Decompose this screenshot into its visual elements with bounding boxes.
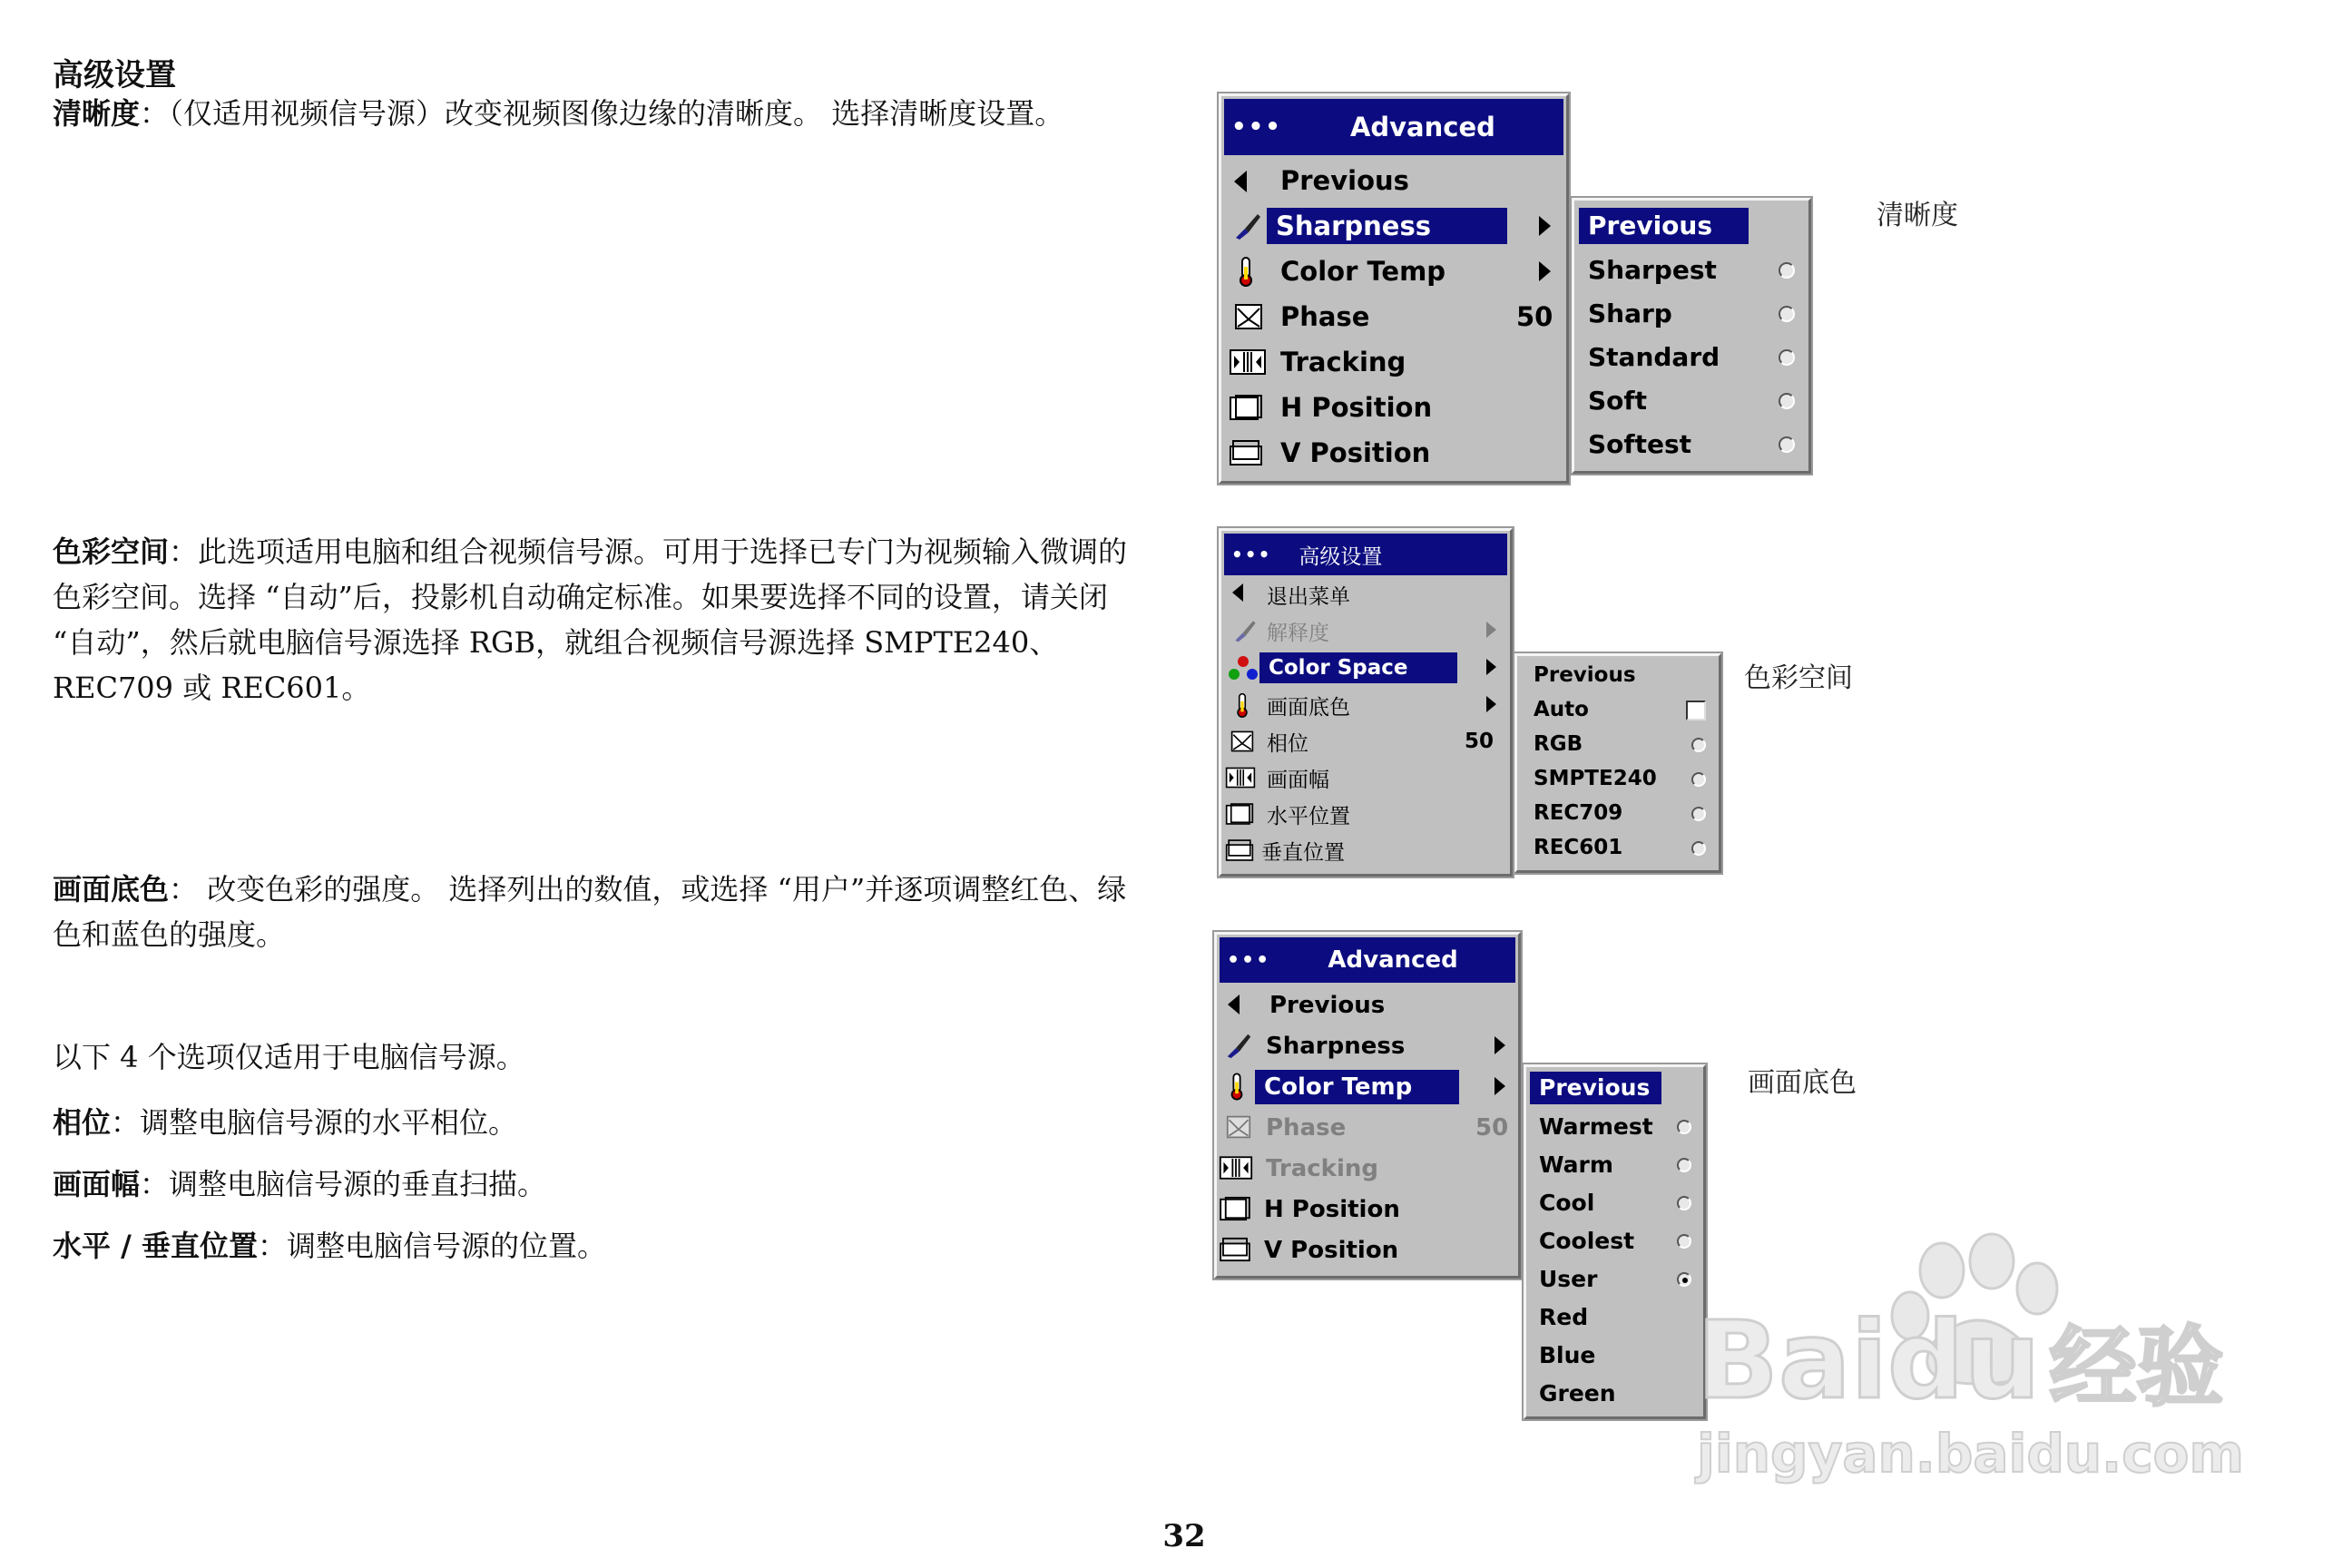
osd-menu-advanced-colortemp — [1214, 932, 1521, 1279]
menu-item-label: Phase — [1266, 1113, 1347, 1142]
radio-button[interactable] — [1779, 262, 1795, 279]
tracking-text: ：调整电脑信号源的垂直扫描。 — [140, 1167, 547, 1201]
tracking-paragraph — [53, 1161, 546, 1207]
caption-colortemp: 画面底色 — [1748, 1067, 1857, 1099]
submenu-item-previous[interactable] — [1526, 1069, 1703, 1107]
v-position-icon — [1225, 838, 1254, 862]
menu-item-label: 画面幅 — [1267, 768, 1329, 792]
menu-item-label: V Position — [1280, 437, 1431, 468]
submenu-item-label: Coolest — [1539, 1227, 1635, 1254]
h-position-icon — [1225, 802, 1254, 826]
menu-item-phase[interactable] — [1221, 294, 1566, 339]
submenu-item-rec709[interactable] — [1517, 796, 1719, 830]
submenu-arrow-icon — [1494, 1036, 1505, 1054]
submenu-item-warm[interactable] — [1526, 1145, 1703, 1183]
auto-checkbox[interactable] — [1686, 701, 1706, 720]
menu-item-sharpness[interactable] — [1221, 203, 1566, 249]
submenu-item-label: Red — [1539, 1303, 1589, 1330]
submenu-arrow-icon — [1486, 659, 1496, 675]
baidu-jingyan-watermark — [1679, 1225, 2244, 1497]
v-position-icon — [1219, 1237, 1251, 1262]
menu-item-exit[interactable] — [1221, 576, 1510, 612]
phase-value: 50 — [1516, 301, 1553, 332]
sharpness-brush-icon — [1224, 1031, 1253, 1060]
previous-arrow-icon — [1234, 171, 1247, 192]
menu-item-label: 画面底色 — [1267, 695, 1350, 720]
tracking-term: 画面幅 — [53, 1167, 141, 1201]
submenu-item-cool[interactable] — [1526, 1183, 1703, 1221]
menu-item-color-temp[interactable] — [1221, 687, 1510, 723]
menu-item-h-position[interactable] — [1221, 796, 1510, 832]
menu-item-label: Sharpness — [1267, 208, 1507, 244]
submenu-item-label: Warmest — [1539, 1112, 1653, 1140]
caption-colorspace: 色彩空间 — [1744, 662, 1853, 694]
menu-item-label: 解释度 — [1267, 621, 1329, 645]
position-paragraph — [53, 1223, 606, 1269]
watermark-cn: 经验 — [2049, 1317, 2224, 1418]
submenu-item-label: Soft — [1588, 385, 1647, 416]
submenu-item-soft[interactable] — [1574, 378, 1808, 422]
page-number: 32 — [1162, 1518, 1206, 1554]
v-position-icon — [1229, 439, 1263, 466]
menu-item-sharpness[interactable] — [1217, 1025, 1518, 1066]
menu-header-title: Advanced — [1349, 112, 1495, 142]
colorspace-paragraph — [53, 529, 1155, 710]
submenu-arrow-icon — [1539, 216, 1551, 236]
sharpness-term: 清晰度 — [53, 96, 141, 131]
radio-button[interactable] — [1779, 436, 1795, 453]
submenu-item-rgb[interactable] — [1517, 727, 1719, 761]
submenu-item-rec601[interactable] — [1517, 830, 1719, 865]
menu-item-tracking-disabled — [1217, 1148, 1518, 1189]
phase-paragraph — [53, 1100, 517, 1145]
submenu-item-label: REC709 — [1534, 801, 1623, 825]
phase-icon — [1230, 730, 1254, 753]
menu-item-label: 退出菜单 — [1267, 584, 1350, 609]
radio-button[interactable] — [1779, 393, 1795, 409]
menu-item-label: Previous — [1280, 165, 1409, 196]
submenu-item-blue[interactable] — [1526, 1336, 1703, 1374]
submenu-item-red[interactable] — [1526, 1298, 1703, 1336]
h-position-icon — [1219, 1196, 1251, 1221]
thermometer-icon — [1234, 692, 1250, 718]
submenu-arrow-icon — [1486, 622, 1496, 638]
submenu-item-previous[interactable] — [1574, 204, 1808, 248]
osd-menu-advanced-colorspace — [1219, 528, 1513, 877]
menu-item-label: Tracking — [1266, 1154, 1378, 1182]
submenu-item-softest[interactable] — [1574, 422, 1808, 466]
radio-button[interactable] — [1691, 738, 1706, 752]
computer-only-note: 以下 4 个选项仅适用于电脑信号源。 — [53, 1040, 525, 1074]
radio-button[interactable] — [1691, 841, 1706, 856]
menu-item-h-position[interactable] — [1217, 1189, 1518, 1230]
menu-header — [1224, 534, 1507, 575]
thermometer-icon — [1228, 1072, 1246, 1101]
menu-item-phase-disabled — [1217, 1107, 1518, 1148]
menu-header — [1224, 99, 1563, 155]
phase-value: 50 — [1475, 1113, 1509, 1142]
watermark-brand: Bai — [1697, 1298, 1888, 1423]
submenu-item-label: Auto — [1534, 698, 1589, 721]
menu-item-label: H Position — [1264, 1195, 1400, 1223]
submenu-item-label: Softest — [1588, 428, 1692, 459]
submenu-item-label: Sharp — [1588, 298, 1672, 328]
submenu-item-label: Sharpest — [1588, 254, 1717, 285]
menu-item-label: 相位 — [1267, 731, 1308, 756]
previous-arrow-icon — [1228, 995, 1240, 1014]
menu-header-title: Advanced — [1328, 946, 1458, 974]
submenu-item-green[interactable] — [1526, 1374, 1703, 1412]
menu-item-resolution-disabled — [1221, 612, 1510, 649]
submenu-item-label: Cool — [1539, 1189, 1595, 1216]
osd-menu-advanced-sharpness — [1219, 93, 1569, 484]
submenu-arrow-icon — [1494, 1077, 1505, 1095]
menu-item-label: H Position — [1280, 392, 1433, 423]
menu-dots-icon: ••• — [1231, 113, 1282, 141]
submenu-item-previous[interactable] — [1517, 658, 1719, 692]
sharpness-text: ：（仅适用视频信号源）改变视频图像边缘的清晰度。 选择清晰度设置。 — [140, 96, 1064, 131]
osd-submenu-sharpness — [1572, 198, 1811, 474]
menu-item-label: Phase — [1280, 301, 1370, 332]
menu-item-label: Previous — [1269, 991, 1386, 1019]
submenu-item-warmest[interactable] — [1526, 1107, 1703, 1145]
osd-submenu-colorspace — [1514, 653, 1721, 873]
previous-arrow-icon — [1232, 583, 1243, 602]
section-title: 高级设置 — [53, 57, 176, 93]
radio-button[interactable] — [1677, 1196, 1691, 1210]
h-position-icon — [1229, 394, 1263, 421]
menu-item-tracking[interactable] — [1221, 760, 1510, 796]
colorspace-term: 色彩空间 — [53, 534, 170, 569]
submenu-item-sharpest[interactable] — [1574, 248, 1808, 291]
submenu-item-label: Previous — [1534, 663, 1636, 687]
submenu-item-label: REC601 — [1534, 836, 1623, 859]
submenu-item-label: Warm — [1539, 1151, 1613, 1178]
submenu-item-label: User — [1539, 1265, 1598, 1292]
submenu-item-smpte240[interactable] — [1517, 761, 1719, 796]
sharpness-brush-icon — [1232, 618, 1258, 643]
colortemp-paragraph — [53, 867, 1155, 957]
submenu-item-label: Standard — [1588, 341, 1720, 372]
submenu-item-coolest[interactable] — [1526, 1221, 1703, 1259]
radio-button[interactable] — [1677, 1158, 1691, 1172]
color-dots-icon — [1227, 654, 1259, 681]
menu-dots-icon: ••• — [1231, 544, 1272, 565]
menu-item-previous[interactable] — [1221, 158, 1566, 203]
menu-header-title: 高级设置 — [1298, 544, 1383, 569]
menu-item-v-position[interactable] — [1221, 832, 1510, 868]
tracking-icon — [1225, 766, 1256, 789]
menu-dots-icon: ••• — [1227, 948, 1271, 972]
submenu-arrow-icon — [1539, 261, 1551, 281]
caption-sharpness: 清晰度 — [1877, 200, 1958, 231]
phase-value: 50 — [1465, 730, 1494, 753]
colorspace-text: ：此选项适用电脑和组合视频信号源。可用于选择已专门为视频输入微调的色彩空间。选择 “自动”后，投影机自动确定标准。如果要选择不同的设置，请关闭 “自动”，然后就电脑信号源选择 RGB，就组合视频信号源选择 SMPTE240、 REC709 或 REC601。 — [53, 534, 1128, 705]
menu-item-label: V Position — [1264, 1236, 1399, 1264]
submenu-item-label: Previous — [1579, 208, 1749, 244]
tracking-icon — [1229, 348, 1267, 376]
menu-item-label: Sharpness — [1266, 1032, 1406, 1060]
radio-button[interactable] — [1779, 349, 1795, 366]
phase-text: ：调整电脑信号源的水平相位。 — [111, 1105, 518, 1140]
tracking-icon — [1219, 1155, 1253, 1181]
sharpness-paragraph — [53, 91, 1155, 136]
submenu-item-label: Previous — [1530, 1072, 1661, 1104]
submenu-arrow-icon — [1486, 696, 1496, 712]
submenu-item-standard[interactable] — [1574, 335, 1808, 378]
menu-item-label: 水平位置 — [1267, 804, 1350, 828]
menu-item-previous[interactable] — [1217, 985, 1518, 1025]
menu-item-v-position[interactable] — [1221, 430, 1566, 475]
position-text: ：调整电脑信号源的位置。 — [257, 1229, 606, 1263]
menu-item-label: Color Space — [1259, 652, 1457, 683]
radio-button[interactable] — [1677, 1120, 1691, 1134]
submenu-item-sharp[interactable] — [1574, 291, 1808, 335]
submenu-item-label: SMPTE240 — [1534, 767, 1657, 790]
position-term: 水平 / 垂直位置 — [53, 1229, 258, 1263]
sharpness-brush-icon — [1232, 211, 1263, 241]
menu-item-tracking[interactable] — [1221, 339, 1566, 385]
thermometer-icon — [1236, 256, 1256, 287]
watermark-brand-du: du — [1887, 1298, 2041, 1423]
menu-header — [1220, 937, 1515, 983]
submenu-item-auto[interactable] — [1517, 692, 1719, 727]
colortemp-term: 画面底色 — [53, 872, 170, 906]
menu-item-label: Color Temp — [1255, 1070, 1459, 1104]
submenu-item-label: RGB — [1534, 732, 1583, 756]
menu-item-h-position[interactable] — [1221, 385, 1566, 430]
radio-button[interactable] — [1779, 306, 1795, 322]
submenu-item-user[interactable] — [1526, 1259, 1703, 1298]
submenu-item-label: Blue — [1539, 1341, 1596, 1368]
phase-term: 相位 — [53, 1105, 112, 1140]
watermark-url: jingyan.baidu.com — [1697, 1423, 2244, 1485]
menu-item-color-temp[interactable] — [1221, 249, 1566, 294]
submenu-item-label: Green — [1539, 1379, 1616, 1406]
menu-item-color-space[interactable] — [1221, 649, 1510, 687]
menu-item-phase[interactable] — [1221, 723, 1510, 760]
menu-item-label: Tracking — [1280, 347, 1406, 377]
menu-item-color-temp[interactable] — [1217, 1066, 1518, 1107]
phase-icon — [1234, 303, 1263, 330]
radio-button[interactable] — [1691, 807, 1706, 821]
colortemp-text: ： 改变色彩的强度。 选择列出的数值，或选择 “用户”并逐项调整红色、绿色和蓝色的强度。 — [53, 872, 1127, 952]
radio-button[interactable] — [1691, 772, 1706, 787]
phase-icon — [1226, 1114, 1251, 1140]
menu-item-label: 垂直位置 — [1261, 840, 1345, 865]
menu-item-v-position[interactable] — [1217, 1230, 1518, 1270]
menu-item-label: Color Temp — [1280, 256, 1446, 287]
